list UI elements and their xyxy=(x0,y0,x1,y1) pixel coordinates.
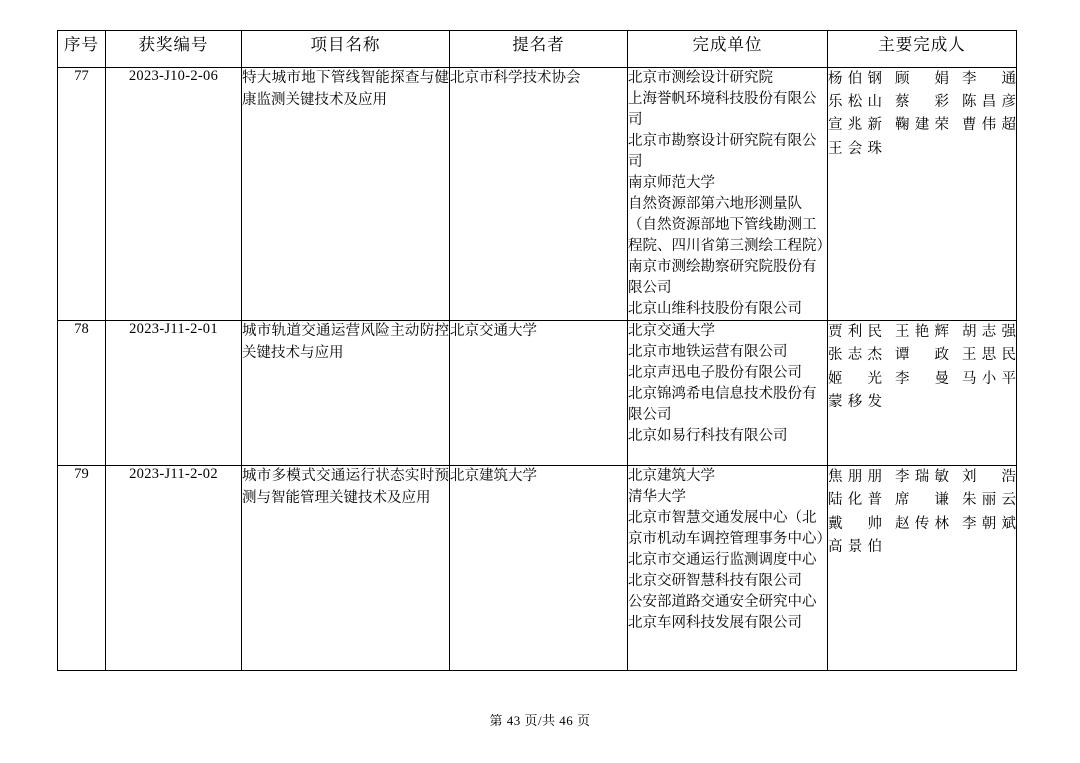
cell-people xyxy=(828,466,1017,671)
cell-project-name: 城市轨道交通运营风险主动防控关键技术与应用 xyxy=(242,321,450,466)
unit-line: 清华大学 xyxy=(628,489,686,506)
people-row xyxy=(828,368,1016,391)
header-seq: 序号 xyxy=(58,31,106,68)
person: 赵传林 xyxy=(895,515,949,532)
header-code: 获奖编号 xyxy=(106,31,242,68)
cell-seq: 78 xyxy=(58,321,106,466)
person: 高景伯 xyxy=(828,538,882,555)
unit-line: 北京车网科技发展有限公司 xyxy=(628,615,802,632)
person: 顾 娟 xyxy=(895,71,949,87)
person: 鞠建荣 xyxy=(895,117,949,134)
cell-seq: 79 xyxy=(58,466,106,671)
cell-project-name: 城市多模式交通运行状态实时预测与智能管理关键技术及应用 xyxy=(242,466,450,671)
people-row xyxy=(828,114,1016,137)
unit-line: 北京山维科技股份有限公司 xyxy=(628,301,802,318)
person: 李朝斌 xyxy=(962,515,1016,532)
person: 曹伟超 xyxy=(962,117,1016,134)
unit-line: 北京锦鸿希电信息技术股份有限公司 xyxy=(628,386,817,424)
header-nominator: 提名者 xyxy=(450,31,628,68)
table-header-row xyxy=(58,31,1017,68)
person: 李 曼 xyxy=(895,370,949,387)
cell-units xyxy=(628,68,831,321)
person: 陆化普 xyxy=(828,492,882,509)
person xyxy=(962,391,1016,414)
cell-code: 2023-J10-2-06 xyxy=(106,68,242,321)
cell-units xyxy=(628,466,831,671)
unit-line: 北京建筑大学 xyxy=(628,468,715,485)
person: 马小平 xyxy=(962,370,1016,387)
person: 张志杰 xyxy=(828,347,882,364)
unit-line: 北京交研智慧科技有限公司 xyxy=(628,573,802,590)
cell-people xyxy=(828,321,1017,466)
person: 刘 浩 xyxy=(962,469,1016,486)
person: 宣兆新 xyxy=(828,117,882,134)
person: 姬 光 xyxy=(828,370,882,387)
cell-nominator: 北京建筑大学 xyxy=(450,466,628,671)
person xyxy=(962,138,1016,161)
cell-nominator: 北京市科学技术协会 xyxy=(450,68,628,321)
unit-line: 上海誉帆环境科技股份有限公司 xyxy=(628,91,817,129)
people-row xyxy=(828,391,1016,414)
cell-project-name: 特大城市地下管线智能探查与健康监测关键技术及应用 xyxy=(242,68,450,321)
cell-code: 2023-J11-2-02 xyxy=(106,466,242,671)
people-row xyxy=(828,91,1016,114)
header-project-name: 项目名称 xyxy=(242,31,450,68)
header-units: 完成单位 xyxy=(628,31,828,68)
person: 谭 政 xyxy=(895,347,949,364)
table-header xyxy=(58,31,1017,68)
cell-seq: 77 xyxy=(58,68,106,321)
person: 杨伯钢 xyxy=(828,71,882,87)
unit-line: 北京市交通运行监测调度中心 xyxy=(628,552,817,569)
unit-line: 自然资源部第六地形测量队（自然资源部地下管线勘测工程院、四川省第三测绘工程院） xyxy=(628,196,831,255)
award-list-table xyxy=(57,30,1017,671)
person xyxy=(962,536,1016,559)
people-row xyxy=(828,344,1016,367)
unit-line: 北京市智慧交通发展中心（北京市机动车调控管理事务中心） xyxy=(628,510,831,548)
person: 朱丽云 xyxy=(962,492,1016,509)
people-row xyxy=(828,489,1016,512)
unit-line: 北京市勘察设计研究院有限公司 xyxy=(628,133,817,171)
person: 王会珠 xyxy=(828,140,882,157)
person: 王思民 xyxy=(962,347,1016,364)
person: 李 通 xyxy=(962,71,1016,87)
person: 胡志强 xyxy=(962,324,1016,341)
unit-line: 公安部道路交通安全研究中心 xyxy=(628,594,817,611)
person xyxy=(895,536,949,559)
table-row xyxy=(58,68,1017,321)
people-row xyxy=(828,138,1016,161)
person: 乐松山 xyxy=(828,94,882,111)
person: 王艳辉 xyxy=(895,324,949,341)
person xyxy=(895,138,949,161)
person: 陈昌彦 xyxy=(962,94,1016,111)
people-row xyxy=(828,466,1016,489)
cell-units xyxy=(628,321,828,466)
cell-code: 2023-J11-2-01 xyxy=(106,321,242,466)
cell-people xyxy=(828,68,1017,321)
people-row xyxy=(828,68,1016,91)
people-row xyxy=(828,321,1016,344)
table-row xyxy=(58,466,1017,671)
unit-line: 北京如易行科技有限公司 xyxy=(628,428,788,445)
table-row xyxy=(58,321,1017,466)
table-body xyxy=(58,68,1017,671)
page-footer: 第 43 页/共 46 页 xyxy=(489,713,591,728)
person: 戴 帅 xyxy=(828,515,882,532)
person: 蒙移发 xyxy=(828,393,882,410)
unit-line: 北京市测绘设计研究院 xyxy=(628,70,773,86)
people-row xyxy=(828,536,1016,559)
unit-line: 北京声迅电子股份有限公司 xyxy=(628,365,802,382)
cell-nominator: 北京交通大学 xyxy=(450,321,628,466)
unit-line: 北京市地铁运营有限公司 xyxy=(628,344,788,361)
header-people: 主要完成人 xyxy=(828,31,1017,68)
unit-line: 南京市测绘勘察研究院股份有限公司 xyxy=(628,259,817,297)
unit-line: 南京师范大学 xyxy=(628,175,715,192)
person: 焦朋朋 xyxy=(828,469,882,486)
people-row xyxy=(828,513,1016,536)
person: 李瑞敏 xyxy=(895,469,949,486)
person: 蔡 彩 xyxy=(895,94,949,111)
unit-line: 北京交通大学 xyxy=(628,323,715,340)
person: 贾利民 xyxy=(828,324,882,341)
person: 席 谦 xyxy=(895,492,949,509)
person xyxy=(895,391,949,414)
